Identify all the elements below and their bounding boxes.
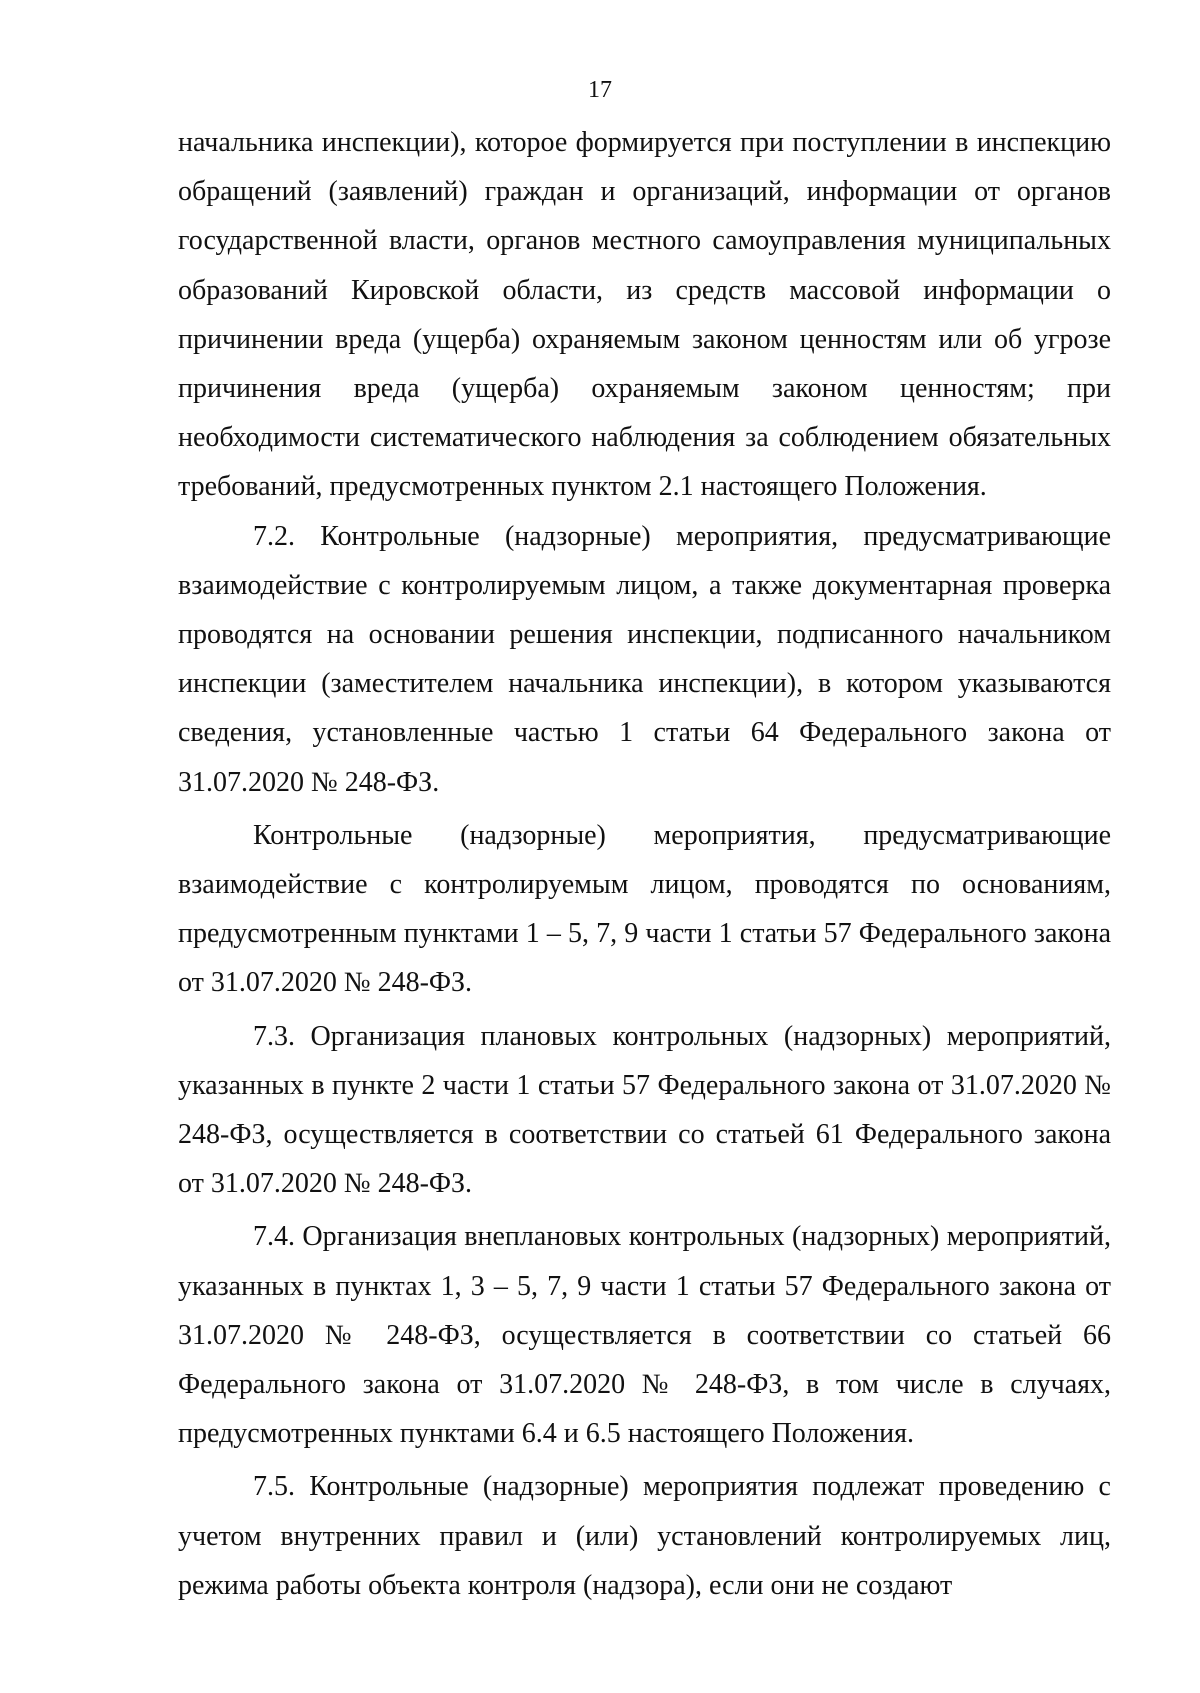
paragraph-7-2: 7.2. Контрольные (надзорные) мероприятия, предусматривающие взаимодействие с контролируемым лицом, а также документарная проверка проводятся на основании решения инспекции, подписанного начальником инспекции (заместителем начальника инспекции), в котором указываются сведения, установленные частью 1 статьи 64 Федерального закона от 31.07.2020 № 248-ФЗ. bbox=[178, 520, 1111, 798]
paragraph-continuation: начальника инспекции), которое формируется при поступлении в инспекцию обращений (заявлений) граждан и организаций, информации от органов государственной власти, органов местного самоуправления муниципальных образований Кировской области, из средств массовой информации о причинении вреда (ущерба) охраняемым законом ценностям или об угрозе причинения вреда (ущерба) охраняемым законом ценностям; при необходимости систематического наблюдения за соблюдением обязательных требований, предусмотренных пунктом 2.1 настоящего Положения. bbox=[178, 127, 1111, 503]
page-number: 17 bbox=[588, 77, 612, 103]
document-body bbox=[178, 118, 1111, 1610]
paragraph-7-3: 7.3. Организация плановых контрольных (надзорных) мероприятий, указанных в пункте 2 части 1 статьи 57 Федерального закона от 31.07.2020 № 248-ФЗ, осуществляется в соответствии со статьей 61 Федерального закона от 31.07.2020 № 248-ФЗ. bbox=[178, 1020, 1111, 1200]
paragraph-7-5: 7.5. Контрольные (надзорные) мероприятия подлежат проведению с учетом внутренних правил и (или) установлений контролируемых лиц, режима работы объекта контроля (надзора), если они не создают bbox=[178, 1471, 1111, 1601]
paragraph-grounds: Контрольные (надзорные) мероприятия, предусматривающие взаимодействие с контролируемым лицом, проводятся по основаниям, предусмотренным пунктами 1 – 5, 7, 9 части 1 статьи 57 Федерального закона от 31.07.2020 № 248-ФЗ. bbox=[178, 819, 1111, 999]
paragraph-7-4: 7.4. Организация внеплановых контрольных (надзорных) мероприятий, указанных в пунктах 1, 3 – 5, 7, 9 части 1 статьи 57 Федерального закона от 31.07.2020 № 248-ФЗ, осуществляется в соответствии со статьей 66 Федерального закона от 31.07.2020 № 248-ФЗ, в том числе в случаях, предусмотренных пунктами 6.4 и 6.5 настоящего Положения. bbox=[178, 1221, 1111, 1450]
